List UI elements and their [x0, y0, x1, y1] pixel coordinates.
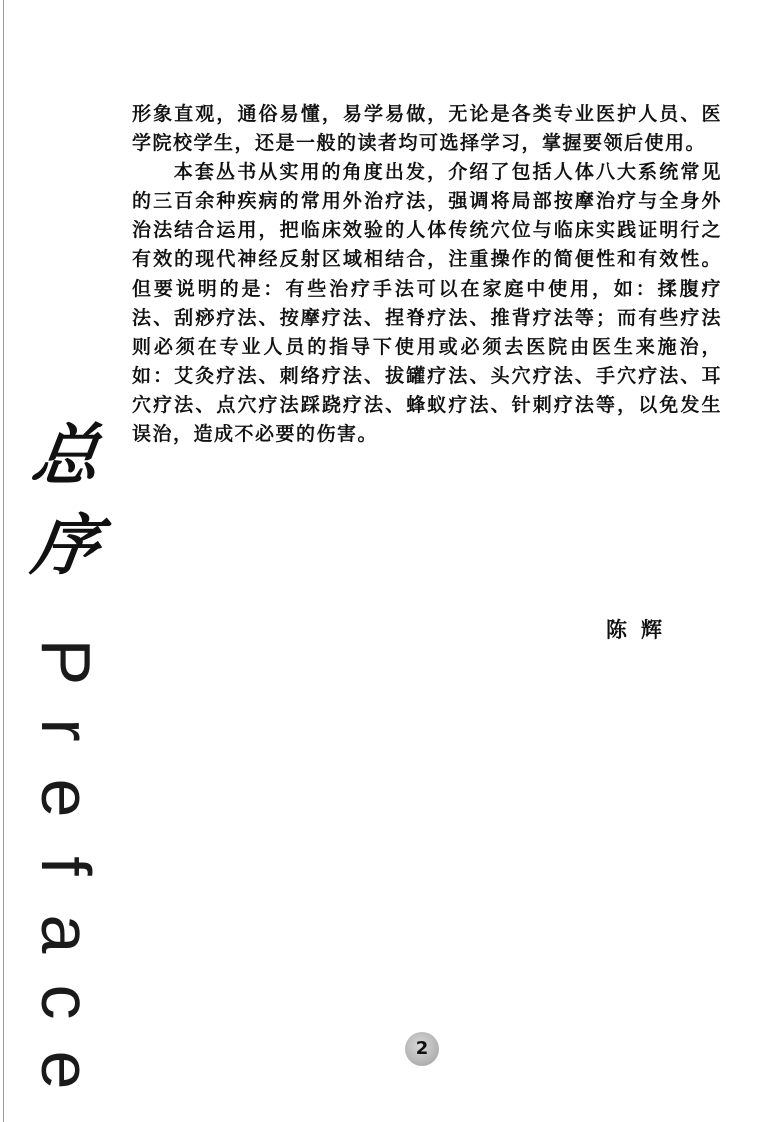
side-letter: f [27, 856, 105, 876]
side-title-char-2: 序 [27, 506, 105, 584]
paragraph-1: 形象直观，通俗易懂，易学易做，无论是各类专业医护人员、医学院校学生，还是一般的读者均可选择学习，掌握要领后使用。 [132, 103, 722, 155]
author-name: 陈辉 [606, 617, 676, 642]
paragraph-2: 本套丛书从实用的角度出发，介绍了包括人体八大系统常见的三百余种疾病的常用外治疗法，强调将局部按摩治疗与全身外治法结合运用，把临床效验的人体传统穴位与临床实践证明行之有效的现代神经反射区域相结合，注重操作的简便性和有效性。但要说明的是：有些治疗手法可以在家庭中使用，如：揉腹疗法、刮痧疗法、按摩疗法、捏脊疗法、推背疗法等；而有些疗法则必须在专业人员的指导下使用或必须去医院由医生来施治，如：艾灸疗法、刺络疗法、拔罐疗法、头穴疗法、手穴疗法、耳穴疗法、点穴疗法踩跷疗法、蜂蚁疗法、针刺疗法等，以免发生误治，造成不必要的伤害。 [132, 161, 722, 446]
page-binding-rule [3, 0, 4, 1122]
side-letter: a [27, 914, 105, 954]
side-title-chinese [26, 410, 106, 590]
side-title-english [26, 628, 106, 1104]
side-letter: P [27, 638, 105, 686]
side-letter: r [27, 718, 105, 742]
preface-body [132, 100, 722, 449]
page-number-badge: 2 [405, 1032, 439, 1066]
side-letter: e [27, 778, 105, 818]
side-letter: c [27, 984, 105, 1020]
side-title-char-1: 总 [27, 416, 105, 494]
side-letter: e [27, 1050, 105, 1090]
